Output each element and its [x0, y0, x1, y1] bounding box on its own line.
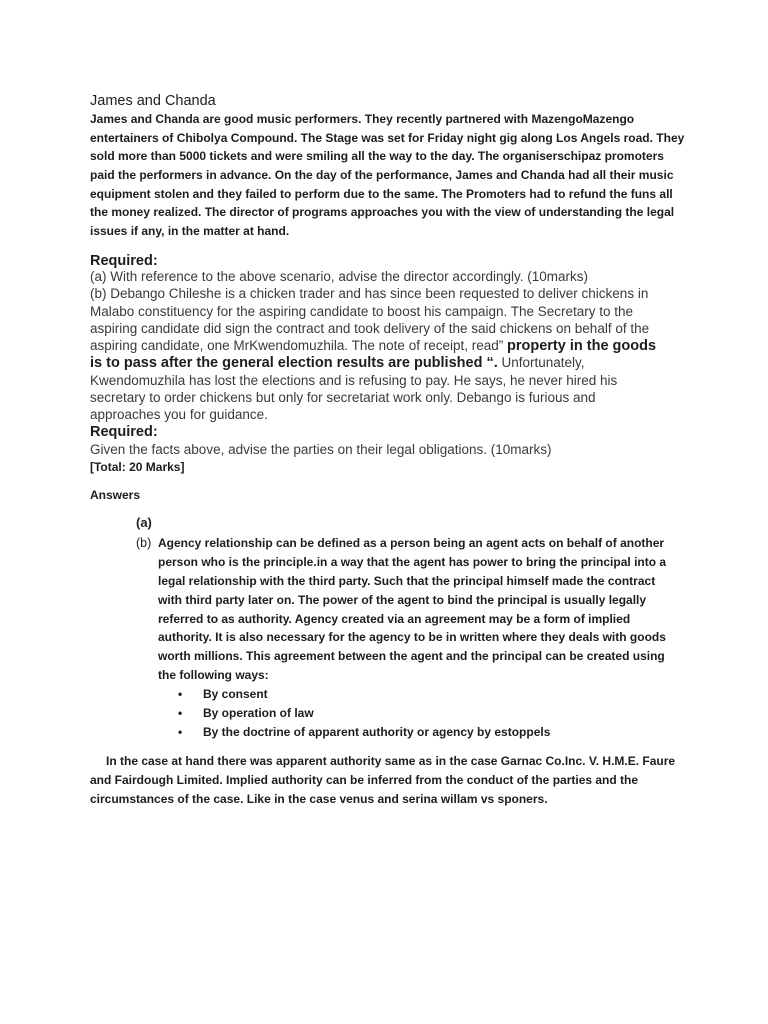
list-item-text: By operation of law [203, 705, 314, 720]
question-a: (a) With reference to the above scenario, advise the director accordingly. (10marks) [90, 269, 588, 284]
list-item-text: By consent [203, 687, 268, 701]
answer-b-line: person who is the principle.in a way that the agent has power to bring the principal into a [158, 554, 667, 569]
answers-heading [90, 486, 140, 504]
list-item [178, 685, 550, 704]
scenario-line: issues if any, in the matter at hand. [90, 224, 290, 239]
questions-block [90, 268, 656, 424]
question-b-receipt-line [90, 337, 656, 354]
receipt-quote-emphasis: property in the goods [507, 338, 657, 355]
conclusion-paragraph [90, 752, 675, 809]
question-b-line: aspiring candidate did sign the contract and took delivery of the said chickens on behalf of the [90, 320, 650, 336]
question-b-line: Kwendomuzhila has lost the elections and is refusing to pay. He says, he never hired his [90, 372, 618, 388]
conclusion-line: circumstances of the case. Like in the case venus and serina willam vs sponers. [90, 792, 548, 806]
answer-b-paragraph [158, 534, 666, 685]
answer-b-line: authority. It is also necessary for the agency to be in written where they deals with goods [158, 630, 666, 645]
required-heading: Required: [90, 424, 158, 440]
total-marks-text: [Total: 20 Marks] [90, 460, 185, 474]
scenario-line: entertainers of Chibolya Compound. The Stage was set for Friday night gig along Los Angels road. They [90, 130, 685, 145]
answer-b-line: with third party later on. The power of the agent to bind the principal is usually legally [158, 592, 647, 607]
document-title: James and Chanda [90, 93, 216, 109]
question-b-receipt-line [90, 354, 656, 371]
conclusion-line: In the case at hand there was apparent authority same as in the case Garnac Co.Inc. V. H.M.E. Faure [106, 754, 676, 768]
receipt-quote-emphasis: is to pass after the general election results are published “. [90, 355, 498, 372]
scenario-line: equipment stolen and they failed to perform due to the same. The Promoters had to refund the funs all [90, 186, 673, 201]
answer-b-line: worth millions. This agreement between the agent and the principal can be created using [158, 649, 665, 664]
question-b-line: secretary to order chickens but only for secretariat work only. Debango is furious and [90, 390, 596, 406]
question-b-line: Malabo constituency for the aspiring candidate to boost his campaign. The Secretary to the [90, 303, 634, 319]
bullet-icon: • [178, 705, 183, 720]
total-marks [90, 458, 184, 476]
question-b-line: (b) Debango Chileshe is a chicken trader and has since been requested to deliver chickens in [90, 286, 649, 302]
bullet-list [178, 685, 550, 742]
scenario-line: James and Chanda are good music performers. They recently partnered with MazengoMazengo [90, 112, 635, 126]
question-c: Given the facts above, advise the parties on their legal obligations. (10marks) [90, 442, 552, 457]
conclusion-line: and Fairdough Limited. Implied authority can be inferred from the conduct of the parties and the [90, 773, 639, 787]
question-c-block [90, 441, 552, 458]
answer-b-line: Agency relationship can be defined as a person being an agent acts on behalf of another [158, 536, 665, 550]
answer-b-line: legal relationship with the third party. Such that the principal himself made the contract [158, 573, 656, 588]
scenario-line: the money realized. The director of programs approaches you with the view of understanding the legal [90, 205, 675, 220]
question-b-line: approaches you for guidance. [90, 407, 268, 423]
scenario-line: paid the performers in advance. On the day of the performance, James and Chanda had all their music [90, 168, 674, 183]
scenario-paragraph [90, 110, 684, 241]
list-item [178, 704, 550, 723]
answers-heading-text: Answers [90, 488, 141, 502]
required-heading: Required: [90, 253, 158, 269]
bullet-icon: • [178, 687, 183, 701]
answer-b-label: (b) [136, 536, 152, 550]
bullet-icon: • [178, 724, 183, 739]
list-item-text: By the doctrine of apparent authority or agency by estoppels [203, 724, 551, 739]
list-item [178, 723, 550, 742]
receipt-lead-text: aspiring candidate, one MrKwendomuzhila. The note of receipt, read” [90, 338, 504, 354]
answer-b-line: the following ways: [158, 668, 269, 683]
receipt-tail-text: Unfortunately, [501, 355, 585, 371]
answer-b-line: referred to as authority. Agency created via an agreement may be a form of implied [158, 611, 631, 626]
scenario-line: sold more than 5000 tickets and were smiling all the way to the day. The organiserschipaz promoters [90, 149, 664, 164]
answer-a-label: (a) [136, 515, 152, 530]
